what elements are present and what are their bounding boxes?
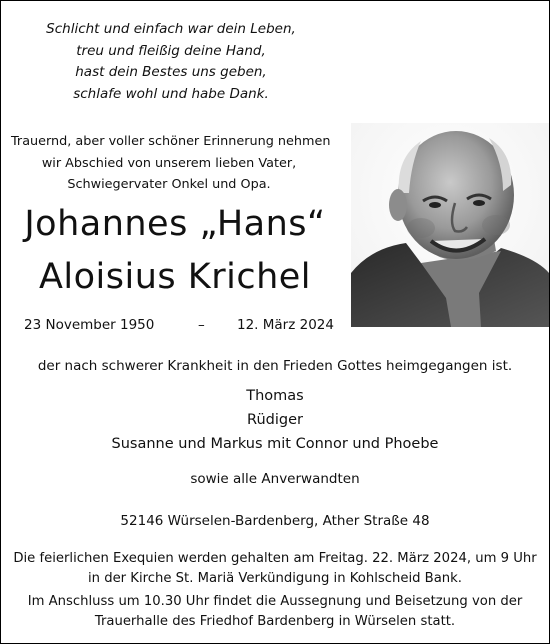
family-member: Susanne und Markus mit Connor und Phoebe <box>111 436 439 452</box>
family-member: Thomas <box>246 388 304 404</box>
passing-statement: der nach schwerer Krankheit in den Frieden Gottes heimgegangen ist. <box>37 358 513 374</box>
funeral-mass-line: in der Kirche St. Mariä Verkündigung in Kohlscheid Bank. <box>87 571 462 586</box>
deceased-name <box>7 198 343 304</box>
farewell-intro <box>11 131 331 196</box>
poem-line: schlafe wohl und habe Dank. <box>73 85 269 102</box>
intro-line: Schwiegervater Onkel und Opa. <box>67 177 271 192</box>
portrait-image <box>351 123 549 327</box>
memorial-poem <box>23 19 319 105</box>
burial-line: Trauerhalle des Friedhof Bardenberg in Würselen statt. <box>94 614 456 629</box>
main-text <box>1 356 549 632</box>
family-member: Rüdiger <box>247 412 303 428</box>
birth-date: 23 November 1950 <box>24 317 155 333</box>
burial-line: Im Anschluss um 10.30 Uhr findet die Aussegnung und Beisetzung von der <box>27 594 523 609</box>
death-date: 12. März 2024 <box>237 317 334 333</box>
date-separator: – <box>198 317 205 333</box>
poem-line: Schlicht und einfach war dein Leben, <box>46 21 296 37</box>
intro-line: Trauernd, aber voller schöner Erinnerung nehmen <box>11 134 331 149</box>
relatives-note: sowie alle Anverwandten <box>190 471 360 487</box>
poem-line: hast dein Bestes uns geben, <box>75 64 267 80</box>
address: 52146 Würselen-Bardenberg, Ather Straße 48 <box>120 513 430 529</box>
funeral-mass-info <box>1 549 549 589</box>
poem-line: treu und fleißig deine Hand, <box>76 42 266 59</box>
family-list <box>1 384 549 456</box>
intro-line: wir Abschied von unserem lieben Vater, <box>41 155 297 171</box>
funeral-mass-line: Die feierlichen Exequien werden gehalten am Freitag. 22. März 2024, um 9 Uhr <box>13 551 537 566</box>
name-line-1: Johannes „Hans“ <box>24 204 326 244</box>
life-dates <box>1 317 351 337</box>
burial-info <box>1 592 549 632</box>
portrait-photo <box>351 123 549 327</box>
name-line-2: Aloisius Krichel <box>38 257 312 297</box>
